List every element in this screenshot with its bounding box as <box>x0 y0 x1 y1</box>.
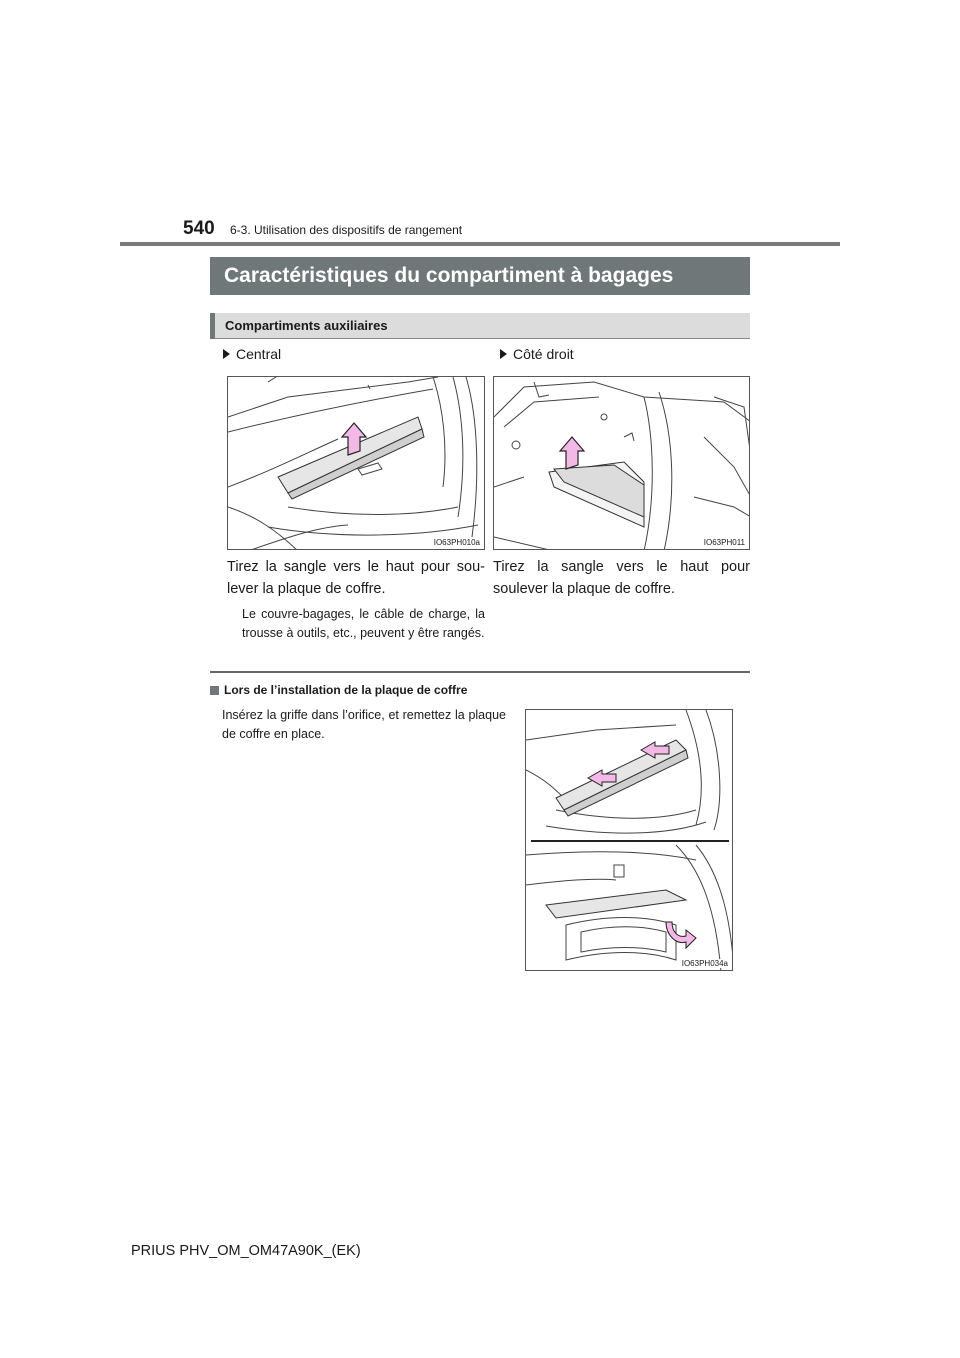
triangle-bullet-icon <box>500 349 507 359</box>
central-note: Le couvre-bagages, le câble de charge, la trousse à outils, etc., peuvent y être rangés. <box>242 607 485 640</box>
right-side-instruction: Tirez la sangle vers le haut pour soulever la plaque de coffre. <box>493 559 750 597</box>
installation-heading: Lors de l’installation de la plaque de coffre <box>210 683 467 697</box>
label-central: Central <box>223 346 281 362</box>
page-number: 540 <box>183 218 215 239</box>
section-title: 6-3. Utilisation des dispositifs de rangement <box>230 223 463 237</box>
right-side-compartment-illustration <box>494 377 750 550</box>
installation-illustration <box>526 710 733 971</box>
subsection-heading <box>210 313 750 339</box>
central-instruction: Tirez la sangle vers le haut pour sou-lever la plaque de coffre. <box>227 559 485 597</box>
rotate-arrow-icon <box>666 922 696 948</box>
square-bullet-icon <box>210 686 219 695</box>
installation-text: Insérez la griffe dans l’orifice, et remettez la plaque de coffre en place. <box>222 708 506 741</box>
page-title: Caractéristiques du compartiment à bagages <box>210 257 750 295</box>
figure-code: IO63PH011 <box>703 538 745 547</box>
figure-code: IO63PH010a <box>433 538 480 547</box>
figure-central-compartment <box>227 376 485 550</box>
subsection-bar <box>210 313 215 339</box>
central-compartment-illustration <box>228 377 485 550</box>
footer-manual-id: PRIUS PHV_OM_OM47A90K_(EK) <box>131 1243 361 1259</box>
section-divider <box>210 671 750 673</box>
figure-installation <box>525 709 733 971</box>
label-right-side: Côté droit <box>500 346 574 362</box>
subsection-title: Compartiments auxiliaires <box>225 318 388 333</box>
triangle-bullet-icon <box>223 349 230 359</box>
figure-right-side-compartment <box>493 376 750 550</box>
figure-code: IO63PH034a <box>681 959 728 968</box>
pull-up-arrow-icon <box>560 437 584 469</box>
header-rule <box>120 242 840 246</box>
